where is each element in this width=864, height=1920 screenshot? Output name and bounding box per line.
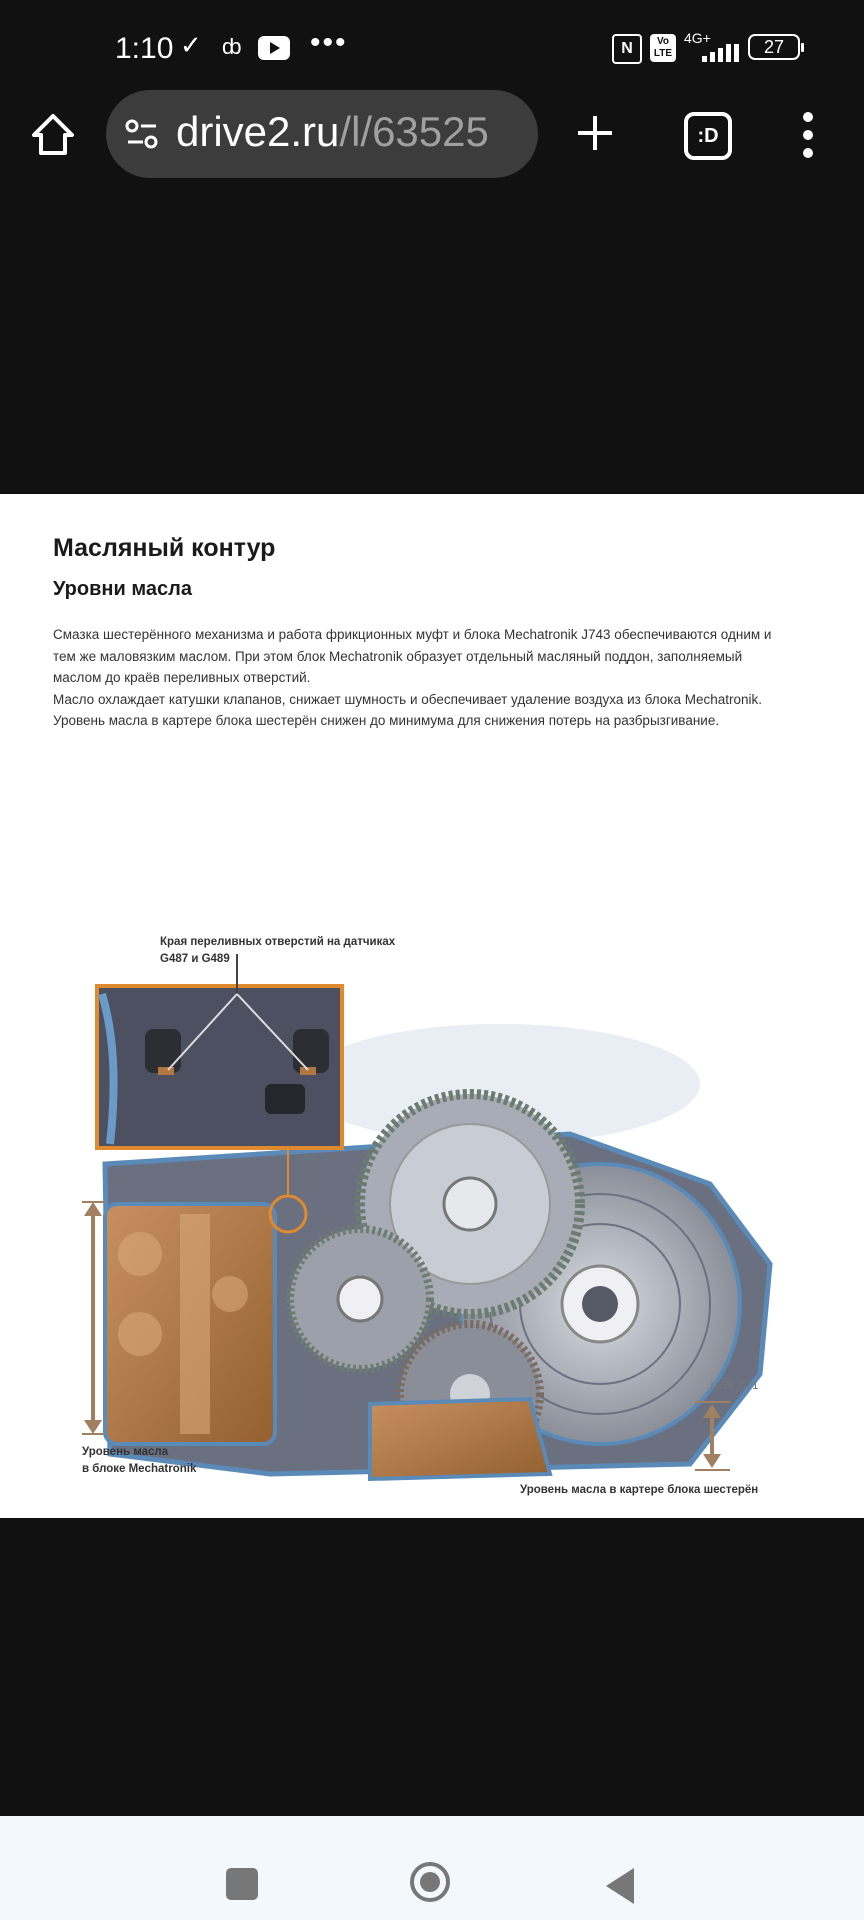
- label-gearbox-oil-level: Уровень масла в картере блока шестерён: [520, 1484, 759, 1496]
- paragraph: Смазка шестерённого механизма и работа фрикционных муфт и блока Mechatronik J743 обеспечиваются одним и тем же маловязким маслом. При этом блок Mechatronik образует отдельный масляный поддон, заполняемый маслом до краёв переливных отверстий.: [53, 627, 772, 685]
- home-button[interactable]: [28, 110, 78, 160]
- url-path: /l/63525: [339, 108, 489, 155]
- label-mechatronik-oil-level: Уровень масла в блоке Mechatronik: [82, 1446, 197, 1475]
- check-icon: ✓: [180, 30, 202, 60]
- url-domain: drive2.ru: [176, 108, 340, 155]
- diagram-graphic: [70, 934, 790, 1494]
- vpn-icon: ȸ: [222, 34, 242, 59]
- back-button[interactable]: [606, 1868, 634, 1904]
- doc-subtitle: Уровни масла: [53, 578, 192, 600]
- site-settings-icon[interactable]: [124, 118, 160, 150]
- home-icon: [28, 110, 78, 160]
- doc-title: Масляный контур: [53, 534, 276, 562]
- transmission-diagram: [70, 934, 790, 1504]
- more-notifications-icon: •••: [310, 26, 348, 59]
- signal-icon: [684, 44, 738, 62]
- status-bar: [0, 0, 864, 90]
- youtube-icon: [258, 36, 290, 60]
- home-nav-button[interactable]: [410, 1862, 450, 1902]
- battery-icon: 27: [748, 34, 800, 60]
- new-tab-button[interactable]: [570, 108, 620, 158]
- clock: 1:10: [115, 32, 174, 65]
- callout-overflow-edges: Края переливных отверстий на датчиках G487 и G489: [160, 936, 396, 965]
- doc-body: [53, 624, 793, 732]
- paragraph: Масло охлаждает катушки клапанов, снижает шумность и обеспечивает удаление воздуха из блока Mechatronik. Уровень масла в картере блока шестерён снижен до минимума для снижения потерь на разбрызгивание.: [53, 691, 763, 728]
- address-bar[interactable]: [106, 90, 538, 178]
- tab-switcher-button[interactable]: :D: [684, 112, 732, 160]
- url-text[interactable]: [176, 108, 489, 156]
- plus-icon: [570, 108, 620, 158]
- nfc-icon: N: [612, 34, 642, 64]
- browser-toolbar: [0, 90, 864, 180]
- recent-apps-button[interactable]: [226, 1868, 258, 1900]
- page-image: [0, 494, 864, 1518]
- system-nav-bar: [0, 1816, 864, 1920]
- more-vert-icon: [803, 112, 813, 122]
- network-type: 4G+: [684, 30, 711, 46]
- figure-id: s556_071: [710, 1380, 759, 1392]
- volte-icon: Vo LTE: [650, 34, 676, 62]
- menu-button[interactable]: [800, 112, 816, 158]
